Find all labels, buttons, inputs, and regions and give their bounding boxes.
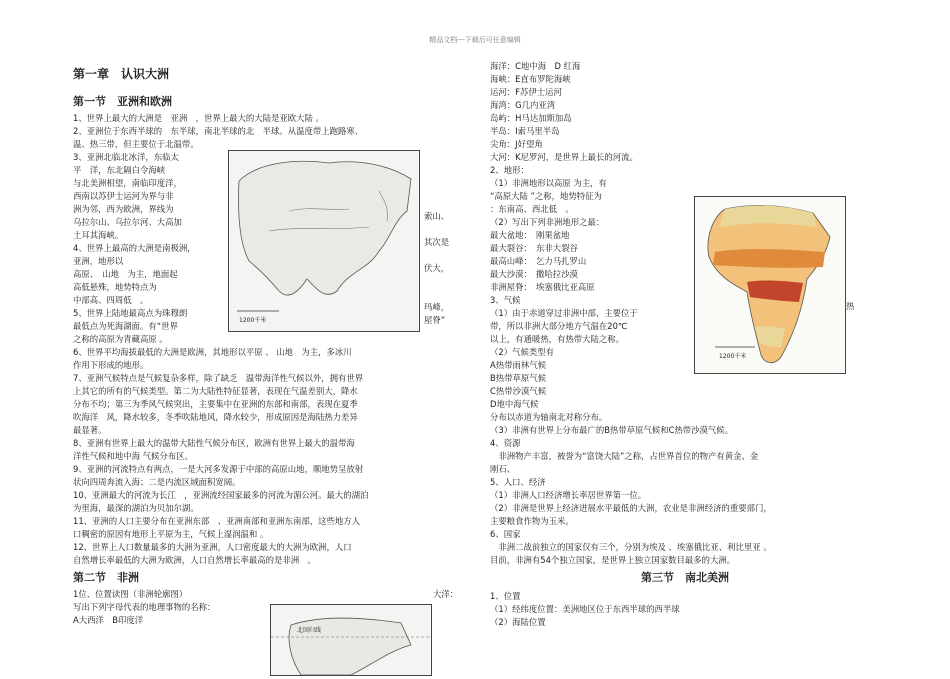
map-scale: 1200千米 [719,353,747,360]
text-line: 土耳其海峡。 [73,230,124,240]
text-line: 4、世界上最高的大洲是南极洲， [73,243,196,253]
text-fragment: 屋脊” [424,315,446,325]
text-line: 1、位置 [490,591,521,601]
africa-top-drawing [271,605,431,675]
text-line: 洋性气候和地中海 气候分布区。 [73,451,193,461]
text-line: 中部高、四周低 。 [73,295,149,305]
text-fragment: 大洋： [433,589,459,599]
text-line: 7、亚洲气候特点是气候复杂多样，除了缺乏 温带海洋性气候以外，拥有世界 [73,373,364,383]
text-line: 6、世界平均海拔最低的大洲是欧洲，其地形以平原 、 山地 为主，多冰川 [73,347,352,357]
text-line: 自然增长率最低的大洲为欧洲，人口自然增长率最高的是非洲 。 [73,555,316,565]
text-line: 为里海，最深的湖泊为贝加尔湖。 [73,503,199,513]
text-line: 口稠密的原因有地形上平原为主，气候上湿润温和 。 [73,529,269,539]
text-line: A大西洋 B印度洋 [73,615,144,625]
section-title-asia-europe: 第一节 亚洲和欧洲 [73,95,172,108]
text-line: 3、气候 [490,295,521,305]
text-line: “高原大陆 ”之称，地势特征为 [490,191,602,201]
text-line: C热带沙漠气候 [490,386,547,396]
text-line: 尖角：J好望角 [490,139,543,149]
text-line: （2）气候类型有 [490,347,554,357]
text-fragment: 其次是 [424,237,450,247]
text-line: 高原、 山地 为主，地面起 [73,269,178,279]
text-line: 洲为邻，西为欧洲，界线为 [73,204,174,214]
text-line: （1）非洲人口经济增长率居世界第一位。 [490,490,647,500]
africa-outline-map [270,604,432,676]
text-line: 大河：K尼罗河，是世界上最长的河流。 [490,152,638,162]
text-line: 刚石、 [490,464,516,474]
text-line: 之称的高原为青藏高原 。 [73,334,168,344]
text-line: 3、亚洲北临北冰洋，东临太 [73,152,179,162]
section-title-americas: 第三节 南北美洲 [641,571,729,584]
text-line: D地中海气候 [490,399,539,409]
text-fragment: 热 [846,301,855,311]
text-line: （1）非洲地形以高原 为主，有 [490,178,607,188]
text-line: A热带雨林气候 [490,360,546,370]
text-line: 西南以苏伊士运河为界与非 [73,191,174,201]
text-line: 5、人口、经济 [490,477,546,487]
text-line: 非洲屋脊： 埃塞俄比亚高原 [490,282,595,292]
text-line: 以上，有通暖热，有热带大陆之称。 [490,334,624,344]
text-line: （1）由于赤道穿过非洲中部，主要位于 [490,308,638,318]
text-line: 10、亚洲最大的河流为长江 ，亚洲流经国家最多的河流为湄公河。最大的湖泊 [73,490,369,500]
text-line: 分布以赤道为轴南北对称分布。 [490,412,608,422]
text-line: 2、地形： [490,165,529,175]
text-line: 高低悬殊，地势特点为 [73,282,157,292]
text-line: 岛屿：H马达加斯加岛 [490,113,572,123]
text-line: 带，所以非洲大部分地方气温在20℃ [490,321,628,331]
text-line: 半岛：I索马里半岛 [490,126,560,136]
text-line: 主要粮食作物为玉米。 [490,516,574,526]
map-label-tropic: 北回归线 [297,627,322,634]
text-line: 目前，非洲有54个独立国家，是世界上独立国家数目最多的大洲。 [490,555,736,565]
text-line: 乌拉尔山、乌拉尔河、大高加 [73,217,182,227]
map-scale: 1200千米 [239,317,267,324]
text-line: 最显著。 [73,425,107,435]
text-line: 9、亚洲的河流特点有两点，一是大河多发源于中部的高原山地，顺地势呈放射 [73,464,364,474]
page-header: 精品文档---下载后可任意编辑 [429,36,521,44]
text-line: 海峡：E直布罗陀海峡 [490,74,571,84]
text-line: 状向四周奔流入海；二是内流区域面积宽阔。 [73,477,241,487]
text-line: 2、亚洲位于东西半球的 东半球，南北半球的北 半球。从温度带上跑路寒、 [73,126,364,136]
text-line: 写出下列字母代表的地理事物的名称： [73,602,216,612]
chapter-title: 第一章 认识大洲 [73,67,170,81]
text-line: 海湾：G几内亚湾 [490,100,556,110]
text-line: 4、资源 [490,438,521,448]
text-fragment: 索山、 [424,211,450,221]
text-line: （3）非洲有世界上分布最广的B热带草原气候和C热带沙漠气候。 [490,425,734,435]
text-line: 非洲物产丰富，被誉为“富饶大陆”之称，占世界首位的物产有黄金、金 [490,451,759,461]
text-line: 与北美洲相望，南临印度洋， [73,178,182,188]
text-line: 最低点为死海湖面。有“世界 [73,321,178,331]
text-line: 最高山峰： 乞力马扎罗山 [490,256,587,266]
asia-map [228,150,420,332]
text-line: ：东南高、西北低 。 [490,204,574,214]
text-line: 吹海洋 风，降水较多，冬季吹陆地风，降水较少，形成原因是海陆热力差异 [73,412,358,422]
africa-climate-drawing [695,197,845,373]
text-line: 运河：F苏伊士运河 [490,87,562,97]
text-line: 亚洲，地形以 [73,256,124,266]
text-line: 平 洋，东北隔白令海峡 [73,165,166,175]
text-line: 作用下形成的地形。 [73,360,149,370]
text-line: 5、世界上陆地最高点为珠穆朗 [73,308,188,318]
text-line: 海洋：C地中海 D 红海 [490,61,581,71]
text-line: 8、亚洲有世界上最大的温带大陆性气候分布区，欧洲有世界上最大的温带海 [73,438,355,448]
text-line: 11、亚洲的人口主要分布在亚洲东部 、亚洲南部和亚洲东南部，这些地方人 [73,516,361,526]
text-line: 最大盆地： 刚果盆地 [490,230,570,240]
text-line: 非洲二战前独立的国家仅有三个，分别为埃及 、埃塞俄比亚、利比里亚 。 [490,542,772,552]
africa-climate-map [694,196,846,374]
asia-outline-drawing [229,151,419,331]
text-line: 分布不均；第三为季风气候突出，主要集中在亚洲的东部和南部，表现在夏季 [73,399,358,409]
text-line: （2）海陆位置 [490,617,546,627]
text-line: 温、热三带，但主要位于北温带。 [73,139,199,149]
text-fragment: 玛峰， [424,302,450,312]
text-line: B热带草原气候 [490,373,546,383]
text-line: 最大裂谷： 东非大裂谷 [490,243,578,253]
text-line: （2）非洲是世界上经济进展水平最低的大洲，农业是非洲经济的重要部门， [490,503,772,513]
text-line: 6、国家 [490,529,521,539]
text-line: 1、世界上最大的大洲是 亚洲 ，世界上最大的大陆是亚欧大陆 。 [73,113,324,123]
text-line: 最大沙漠： 撒哈拉沙漠 [490,269,578,279]
text-line: 12、世界上人口数量最多的大洲为亚洲，人口密度最大的大洲为欧洲，人口 [73,542,352,552]
section-title-africa: 第二节 非洲 [73,571,139,584]
text-line: 1位、位置读图（非洲轮廓图） [73,589,188,599]
text-fragment: 伏大， [424,263,450,273]
text-line: （2）写出下列非洲地形之最： [490,217,605,227]
text-line: （1）经纬度位置：美洲地区位于东西半球的西半球 [490,604,680,614]
text-line: 上其它的所有的气候类型。第二为大陆性特征显著，表现在气温差别大，降水 [73,386,358,396]
